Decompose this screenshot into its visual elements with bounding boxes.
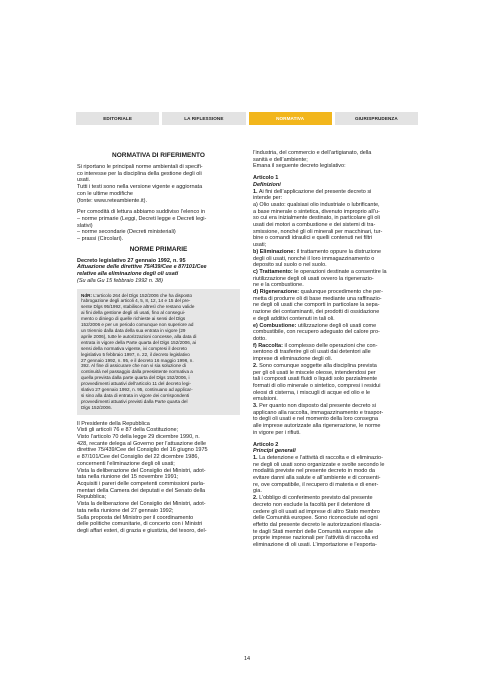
preamble-line: Acquisiti i pareri delle competenti commissioni parla-: [77, 481, 205, 487]
article-2-title: Articolo 2: [253, 441, 279, 448]
article-2-body: [253, 455, 416, 549]
article-2-line: proprie imprese nazionali per l’attività di raccolta ed: [253, 535, 379, 542]
article-2-line: cedere gli oli usati ad imprese di altro Stato membro: [253, 508, 380, 515]
note-line: provvedimenti attuativi previsti dalla Parte quarta del: [81, 398, 188, 404]
article-1-line: d) Rigenerazione: qualunque procedimento che per-: [253, 289, 383, 296]
reading-guide: [77, 209, 240, 243]
article-1-line: c) Trattamento: le operazioni destinate a consentire la: [253, 268, 387, 275]
note-line: quella prevista dalla parte quarta del Dlgs 152/2006, i: [81, 375, 190, 381]
article-2-line: modalità previste nel presente decreto in modo da: [253, 468, 375, 475]
note-line: aprile 2006), tutte le autorizzazioni concesse, alla data di: [81, 333, 197, 339]
note-line: 392. Al fine di assicurare che non vi sia soluzione di: [81, 363, 186, 369]
preamble-line: Vista la deliberazione del Consiglio dei Ministri, adot-: [77, 501, 206, 508]
decree-intro: [253, 150, 416, 170]
article-2-line: 2. L’obbligo di conferimento previsto dal presente: [253, 495, 373, 502]
reading-line: Per comodità di lettura abbiamo suddiviso l’elenco in: [77, 209, 206, 216]
note-line: un triennio dalla data della sua entrata in vigore (29: [81, 327, 186, 333]
article-2-line: 1. La detenzione e l’attività di raccolta e di eliminazio-: [253, 454, 383, 461]
article-1-line: e) Combustione: utilizzazione degli oli usati come: [253, 322, 377, 329]
preamble-line: tata nella riunione del 15 novembre 1991;: [77, 474, 179, 481]
note-line: sente Dlgs 95/1992, stabilisce altresì che restano valide: [81, 304, 195, 310]
article-1-line: metta di produrre oli di base mediante una raffinazio-: [253, 295, 382, 302]
nav-tab-giurisprudenza[interactable]: GIURISPRUDENZA: [335, 112, 418, 125]
note-line: si sino alla data di entrata in vigore dei corrispondenti: [81, 392, 190, 398]
preamble: [77, 421, 240, 535]
preamble-line: Repubblica;: [77, 494, 107, 501]
reading-line: slativi): [77, 222, 93, 229]
article-1-title: Articolo 1: [253, 175, 279, 182]
decree-subtitle-line: relative alla eliminazione degli oli usati: [77, 271, 179, 278]
article-2-line: te dagli Stati membri delle Comunità europee alle: [253, 528, 374, 535]
decree-intro-line: Emana il seguente decreto legislativo:: [253, 163, 346, 170]
decree-title: Decreto legislativo 27 gennaio 1992, n. 95: [77, 257, 186, 264]
article-1-line: combustibile, con recupero adeguato del calore pro-: [253, 329, 380, 336]
article-2-line: re, ove compatibile, il recupero di materia e di ener-: [253, 481, 379, 488]
reading-line: – norme primarie (Leggi, Decreti legge e Decreti legi-: [77, 215, 207, 222]
article-1-line: sentono di trasferire gli oli usati dai detentori alle: [253, 349, 371, 356]
article-1-line: ne e la combustione.: [253, 282, 304, 289]
preamble-line: mentari della Camera dei deputati e del Senato della: [77, 487, 206, 494]
reading-line: – norme secondarie (Decreti ministeriali): [77, 229, 176, 236]
preamble-line: Vista la deliberazione del Consiglio dei Ministri, adot-: [77, 467, 206, 474]
article-1-line: per gli oli usati le miscele oleose, intendendosi per: [253, 369, 376, 376]
article-2-line: gia.: [253, 488, 262, 495]
preamble-line: Visto l’articolo 70 della legge 29 dicembre 1990, n.: [77, 434, 200, 441]
intro-line: Tutti i testi sono nella versione vigente e aggiornata: [77, 184, 203, 191]
article-1-line: degli oli usati, nonché il loro immagazzinamento o: [253, 255, 375, 262]
note-line: legislativo 5 febbraio 1997, n. 22, il decreto legislativo: [81, 351, 190, 357]
article-2-line: evitare danni alla salute e all’ambiente e di consenti-: [253, 475, 381, 482]
article-1-line: dotto.: [253, 335, 267, 342]
article-1-line: usati dei motori a combustione e dei sistemi di tra-: [253, 222, 376, 229]
note-line: l’abrogazione degli articoli 4, 5, 8, 12, 14 e 15 del pre-: [81, 298, 191, 304]
article-1-line: applicano alla raccolta, immagazzinamento e traspor-: [253, 409, 384, 416]
article-1-line: imprese di eliminazione degli oli.: [253, 356, 333, 363]
article-1-line: tali i composti usati fluidi o liquidi solo parzialmente: [253, 376, 378, 383]
article-1-line: 3. Per quanto non disposto dal presente decreto si: [253, 403, 376, 410]
section-heading: NORMATIVA DI RIFERIMENTO: [112, 152, 205, 159]
article-1-line: a base minerale o sintetica, divenuto improprio all’u-: [253, 208, 380, 215]
nav-tab-editoriale[interactable]: EDITORIALE: [76, 112, 159, 125]
nav-tab-normativa[interactable]: NORMATIVA: [249, 112, 332, 125]
intro-line: Si riportano le principali norme ambientali di specifi-: [77, 164, 203, 170]
right-column: [253, 150, 416, 549]
article-1-line: 2. Sono comunque soggette alla disciplina prevista: [253, 362, 377, 369]
intro-line: con le ultime modifiche: [77, 190, 133, 197]
note-line: slativo 27 gennaio 1992, n. 95, continuano ad applicar-: [81, 387, 193, 393]
article-1-line: intende per:: [253, 195, 283, 202]
article-1-line: deposito sul suolo o nel suolo.: [253, 262, 327, 269]
preamble-line: concernenti l’eliminazione degli oli usati;: [77, 460, 175, 467]
article-1-line: ne degli oli usati che comporti in particolare la sepa-: [253, 302, 380, 309]
article-2-line: delle Comunità europee. Sono riconosciute ad ogni: [253, 515, 378, 522]
article-1-line: b) Eliminazione: il trattamento oppure la distruzione: [253, 248, 382, 255]
article-1-line: bine o comandi idraulici e quelli contenuti nei filtri: [253, 235, 373, 242]
article-2-subtitle: Principi generali: [253, 448, 296, 455]
preamble-line: tata nella riunione del 27 gennaio 1992;: [77, 507, 174, 514]
intro-line: co interesse per la disciplina della gestione degli oli: [77, 170, 202, 177]
editor-note: [77, 289, 240, 415]
note-line: provvedimenti attuativi dell’articolo 11 del decreto legi-: [81, 381, 191, 387]
article-1-line: a) Olio usato: qualsiasi olio industriale o lubrificante,: [253, 201, 380, 208]
article-1-line: usati;: [253, 242, 267, 249]
article-2-line: effetto dal presente decreto le autorizzazioni rilascia-: [253, 521, 382, 528]
article-1-line: oleosi di cisterna, i miscugli di acque ed olio e le: [253, 389, 371, 396]
article-1-line: smissione, nonché gli oli minerali per macchinari, tur-: [253, 228, 383, 235]
article-2-line: eliminazione di oli usati. L’importazione e l’esporta-: [253, 542, 377, 549]
nav-tab-la-riflessione[interactable]: LA RIFLESSIONE: [162, 112, 245, 125]
article-1-line: formati di olio minerale o sintetico, compresi i residui: [253, 382, 381, 389]
article-1-line: 1. Ai fini dell’applicazione del presente decreto si: [253, 188, 372, 195]
article-2-line: ne degli oli usati sono organizzate e svolte secondo le: [253, 461, 385, 468]
article-1-line: e degli additivi contenuti in tali oli.: [253, 315, 335, 322]
decree-subtitle: [77, 264, 240, 277]
preamble-line: degli affari esteri, di grazia e giustizia, del tesoro, del-: [77, 527, 207, 534]
article-1-line: alle imprese autorizzate alla rigenerazione, le norme: [253, 423, 381, 430]
article-1-line: emulsioni.: [253, 396, 278, 403]
preamble-line: delle politiche comunitarie, di concerto con i Ministri: [77, 521, 203, 528]
intro-line: (fonte: www.reteambiente.it).: [77, 197, 148, 204]
article-1-subtitle: Definizioni: [253, 181, 281, 188]
article-1-body: [253, 189, 416, 437]
intro-paragraph: [77, 164, 240, 204]
decree-intro-line: l’industria, del commercio e dell’artigianato, della: [253, 150, 372, 156]
decree-gazette: (Su alla Gu 15 febbraio 1992 n. 38): [77, 277, 163, 284]
preamble-line: Sulla proposta del Ministro per il coordinamento: [77, 514, 194, 521]
section-nav: [76, 112, 418, 125]
note-line: 152/2006 e per un periodo comunque non superiore ad: [81, 322, 194, 328]
note-line: continuità nel passaggio dalla preesistente normativa a: [81, 369, 193, 375]
decree-subtitle-line: Attuazione delle direttive 75/439/Cee e 87/101/Cee: [77, 264, 207, 271]
article-1-line: f) Raccolta: il complesso delle operazioni che con-: [253, 342, 378, 349]
note-line: 27 gennaio 1992, n. 95, e il decreto 16 maggio 1996, n.: [81, 357, 194, 363]
article-1-line: to degli oli usati e nel momento della loro consegna: [253, 416, 379, 423]
intro-line: usati.: [77, 177, 91, 184]
page-number: 14: [243, 656, 251, 662]
article-1-line: in vigore per i rifiuti.: [253, 429, 301, 436]
article-2-line: decreto non esclude la facoltà per il detentore di: [253, 501, 371, 508]
article-1-line: riutilizzazione degli oli usati ovvero la rigenerazio-: [253, 275, 374, 282]
note-line: mento o diniego di quelle richieste ai sensi del Dlgs: [81, 316, 186, 322]
reading-line: – prassi (Circolari).: [77, 236, 124, 243]
article-1-line: razione dei contaminanti, dei prodotti di ossidazione: [253, 309, 380, 316]
preamble-line: Il Presidente della Repubblica: [77, 420, 150, 427]
preamble-line: 428, recante delega al Governo per l’attuazione delle: [77, 440, 207, 447]
left-column: [77, 150, 240, 535]
preamble-line: e 87/101/Cee del Consiglio del 22 dicembre 1986,: [77, 454, 199, 461]
note-line: sensi della normativa vigente, ivi compresi il decreto: [81, 345, 187, 351]
note-line: ai fini della gestione degli oli usati, fino al consegui-: [81, 310, 186, 316]
preamble-line: Visti gli articoli 76 e 87 della Costituzione;: [77, 427, 179, 434]
decree-intro-line: sanità e dell’ambiente;: [253, 156, 308, 163]
primary-norms-heading: NORME PRIMARIE: [129, 245, 188, 253]
preamble-line: direttive 75/439/Cee del Consiglio del 16 giugno 1975: [77, 447, 208, 454]
article-1-line: so cui era inizialmente destinato, in particolare gli oli: [253, 215, 380, 222]
note-line: entrata in vigore della Parte quarta del Dlgs 152/2006, ai: [81, 339, 196, 345]
note-line: NdR: L’articolo 264 del Dlgs 152/2006 che ha disposto: [81, 292, 193, 298]
note-line: Dlgs 152/2006.: [81, 404, 112, 410]
